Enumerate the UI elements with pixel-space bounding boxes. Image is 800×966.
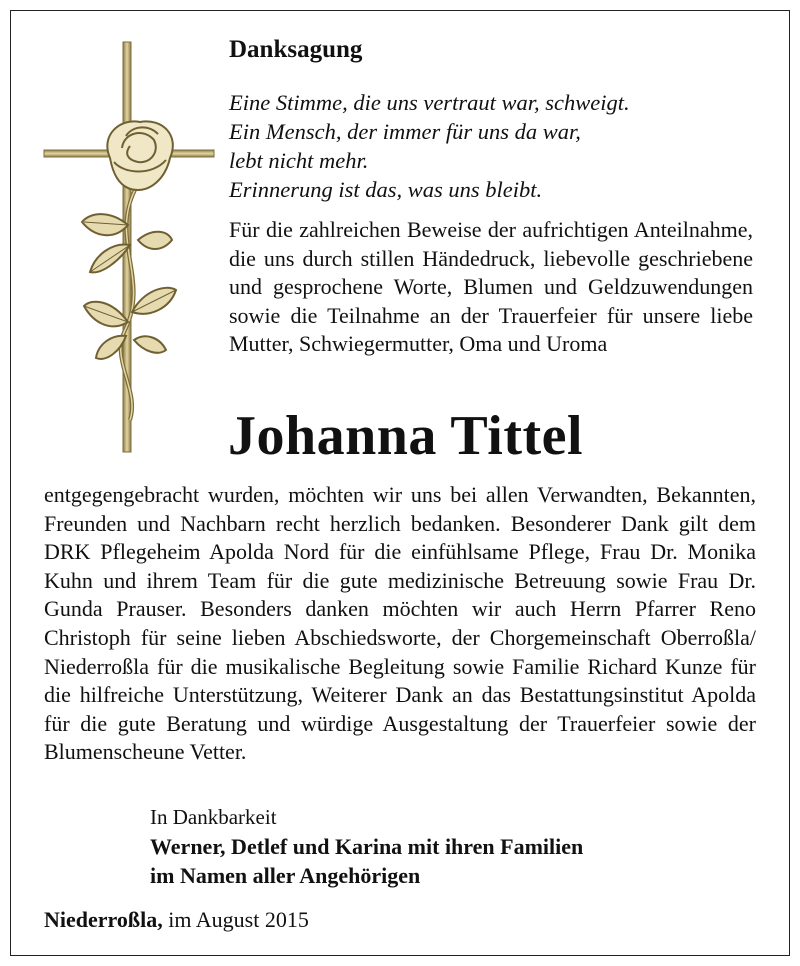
signoff-relatives: im Namen aller Angehörigen <box>150 863 421 888</box>
notice-heading: Danksagung <box>229 36 363 63</box>
signoff-greeting: In Dankbarkeit <box>150 805 277 829</box>
poem-line: Eine Stimme, die uns vertraut war, schweigt. <box>229 90 630 115</box>
signoff-names: Werner, Detlef und Karina mit ihren Familien <box>150 834 584 859</box>
signoff <box>150 803 583 890</box>
place-date <box>44 907 309 933</box>
poem-line: lebt nicht mehr. <box>229 148 369 173</box>
poem-line: Ein Mensch, der immer für uns da war, <box>229 119 581 144</box>
place-town: Niederroßla, <box>44 907 163 932</box>
poem-line: Erinnerung ist das, was uns bleibt. <box>229 177 543 202</box>
cross-with-rose-icon <box>40 40 220 460</box>
thanks-paragraph: entgegengebracht wurden, möchten wir uns bei allen Verwandten, Bekannten, Freunden und Nachbarn recht herzlich bedanken. Besonderer Dank gilt dem DRK Pflegeheim Apolda Nord für die einfühlsame Pflege, Frau Dr. Monika Kuhn und ihrem Team für die gute medizinische Betreuung sowie Frau Dr. Gunda Prauser. Besonders danken möchten wir auch Herrn Pfarrer Reno Christoph für seine lieben Abschiedsworte, der Chorgemeinschaft Oberroßla/ Niederroßla für die musikalische Begleitung sowie Familie Richard Kunze für die hilfreiche Unterstützung, Weiterer Dank an das Bestattungsinstitut Apolda für die gute Beratung und würdige Ausgestaltung der Trauerfeier sowie der Blumenscheune Vetter. <box>44 482 756 765</box>
place-month: im August 2015 <box>162 907 309 932</box>
poem <box>229 88 630 204</box>
deceased-name: Johanna Tittel <box>228 405 584 467</box>
intro-paragraph: Für die zahlreichen Beweise der aufrichtigen Anteilnahme, die uns durch stillen Händedruck, liebevolle geschriebene und gesprochene Worte, Blumen und Geldzuwendungen sowie die Teilnahme an der Trauerfeier für unsere liebe Mutter, Schwiegermutter, Oma und Uroma <box>229 217 753 356</box>
